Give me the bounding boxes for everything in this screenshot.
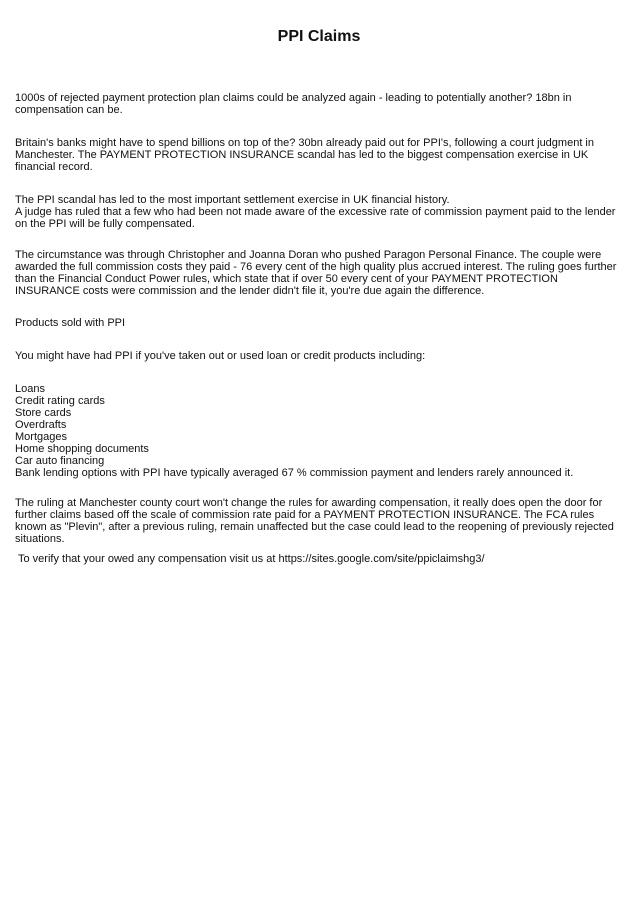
- paragraph-products-intro: You might have had PPI if you've taken out or used loan or credit products including:: [15, 350, 426, 362]
- paragraph-settlement-history: The PPI scandal has led to the most important settlement exercise in UK financial history.: [15, 194, 450, 206]
- list-item: Car auto financing: [15, 455, 105, 467]
- paragraph-manchester-ruling: The ruling at Manchester county court won't change the rules for awarding compensation, it really does open the door for further claims based off the scale of commission rate paid for a PAYMENT PROTECTION INSURANCE. The FCA rules known as "Plevin", after a previous ruling, remain unaffected but the case could lead to the reopening of previously rejected situations.: [15, 497, 614, 545]
- list-item: Credit rating cards: [15, 395, 105, 407]
- list-item: Bank lending options with PPI have typically averaged 67 % commission payment and lenders rarely announced it.: [15, 467, 574, 479]
- paragraph-doran-case: The circumstance was through Christopher and Joanna Doran who pushed Paragon Personal Finance. The couple were awarded the full commission costs they paid - 76 every cent of the high quality plus accrued interest. The ruling goes further than the Financial Conduct Power rules, which state that if over 50 every cent of your PAYMENT PROTECTION INSURANCE costs were commission and the lender didn't file it, you're due again the difference.: [15, 249, 617, 297]
- paragraph-banks-billions: Britain's banks might have to spend billions on top of the? 30bn already paid out for PPI's, following a court judgment in Manchester. The PAYMENT PROTECTION INSURANCE scandal has led to the biggest compensation exercise in UK financial record.: [15, 137, 594, 173]
- paragraph-verify-link: To verify that your owed any compensation visit us at https://sites.google.com/site/ppiclaimshg3/: [18, 553, 485, 565]
- list-item: Store cards: [15, 407, 72, 419]
- list-item: Overdrafts: [15, 419, 67, 431]
- paragraph-rejected-claims: 1000s of rejected payment protection plan claims could be analyzed again - leading to potentially another? 18bn in compensation can be.: [15, 92, 572, 116]
- paragraph-settlement-block: [15, 194, 625, 230]
- list-item: Home shopping documents: [15, 443, 149, 455]
- paragraph-judge-ruling: A judge has ruled that a few who had been not made aware of the excessive rate of commission payment paid to the lender on the PPI will be fully compensated.: [15, 206, 616, 230]
- list-item: Loans: [15, 383, 45, 395]
- list-item: Mortgages: [15, 431, 67, 443]
- paragraph-products-heading: Products sold with PPI: [15, 317, 126, 329]
- products-list: [15, 383, 625, 479]
- document-title: PPI Claims: [277, 28, 361, 45]
